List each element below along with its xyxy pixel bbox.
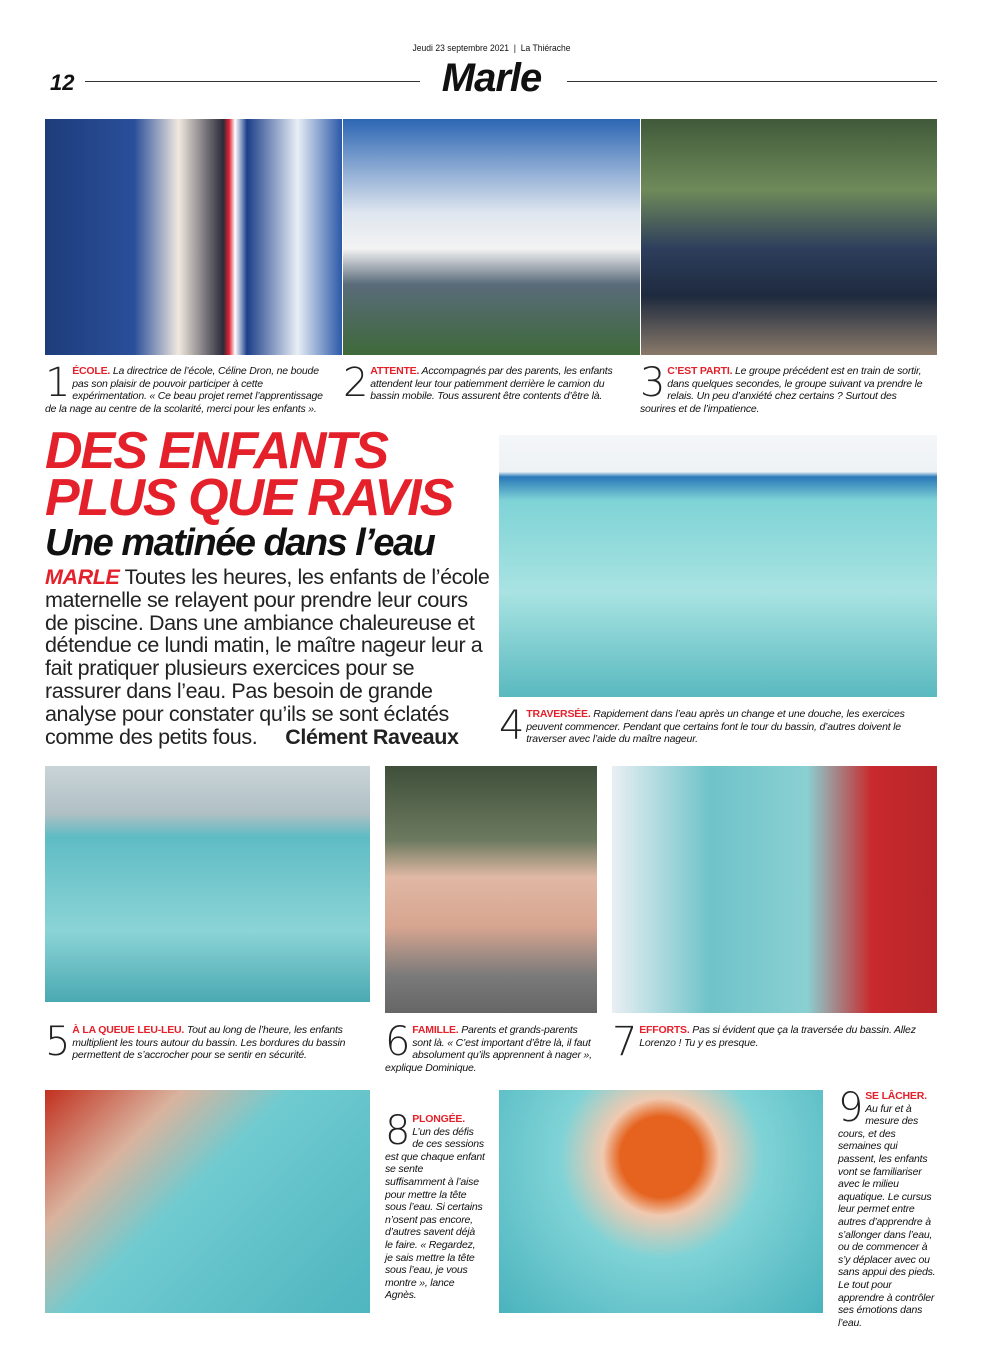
- caption-5: 5 À LA QUEUE LEU-LEU. Tout au long de l’heure, les enfants multiplient les tours autour du bassin. Les bordures du bassin permettent de s’accrocher pour se sentir en sécurité.: [45, 1019, 346, 1065]
- photo-diving: [45, 1090, 370, 1313]
- subtitle: Une matinée dans l’eau: [45, 522, 435, 564]
- lead-paragraph: MARLE Toutes les heures, les enfants de l’école maternelle se relayent pour prendre leur cours de piscine. Dans une ambiance chaleureuse et détendue ce lundi matin, le maître nageur leur a fait pratiquer plusieurs exercices pour se rassurer dans l’eau. Pas besoin de grande analyse pour constater qu’ils se sont éclatés comme des petits fous. Clément Raveaux: [45, 565, 490, 749]
- caption-7: 7 EFFORTS. Pas si évident que ça la traversée du bassin. Allez Lorenzo ! Tu y es presque.: [612, 1019, 916, 1065]
- issue-date: Jeudi 23 septembre 2021 | La Thiérache: [412, 43, 571, 54]
- photo-grandparent: [385, 766, 597, 1013]
- caption-9: 9 SE LÂCHER. Au fur et à mesure des cours, et des semaines qui passent, les enfants vont se familiariser avec le milieu aquatique. Le cursus leur permet entre autres d’apprendre à s’allonger dans l’eau, ou de commencer à s’y déplacer avec ou sans appui des pieds. Le tout pour apprendre à contrôler ses émotions dans l’eau.: [838, 1085, 936, 1329]
- photo-lifeguard: [612, 766, 937, 1013]
- page-number: 12: [50, 70, 75, 95]
- caption-6: 6 FAMILLE. Parents et grands-parents sont là. « C’est important d’être là, il faut absolument qu’ils apprennent à nager », explique Dominique.: [385, 1019, 592, 1074]
- caption-2: 2 ATTENTE. Accompagnés par des parents, les enfants attendent leur tour patiemment derrière le camion du bassin mobile. Tous assurent être contents d’être là.: [343, 360, 613, 406]
- caption-4: 4 TRAVERSÉE. Rapidement dans l’eau après un change et une douche, les exercices peuvent commencer. Pendant que certains font le tour du bassin, d’autres doivent le traverser avec l’aide du maître nageur.: [499, 703, 905, 749]
- photo-swimming-girl: [499, 1090, 823, 1313]
- headline: DES ENFANTS PLUS QUE RAVIS: [45, 422, 453, 527]
- photo-pool-crossing: [499, 435, 937, 697]
- photo-boys-ready: [641, 119, 937, 355]
- photo-children-waiting: [343, 119, 640, 355]
- caption-3: 3 C’EST PARTI. Le groupe précédent est en train de sortir, dans quelques secondes, le groupe suivant va prendre le relais. Un peu d’anxiété chez certains ? Surtout des sourires et de l’impatience.: [640, 360, 923, 415]
- caption-1: 1 ÉCOLE. La directrice de l’école, Céline Dron, ne boude pas son plaisir de pouvoir participer à cette expérimentation. « Ce beau projet remet l’apprentissage de la nage au centre de la scolarité, merci pour les enfants ».: [45, 360, 323, 415]
- caption-8: 8 PLONGÉE. L’un des défis de ces sessions est que chaque enfant se sente suffisamment à l’aise pour mettre la tête sous l’eau. Si certains n’osent pas encore, d’autres savent déjà le faire. « Regardez, je sais mettre la tête sous l’eau, je vous montre », lance Agnès.: [385, 1108, 485, 1302]
- photo-pool-edge: [45, 766, 370, 1002]
- section-title: Marle: [441, 56, 542, 100]
- photo-school-director: [45, 119, 342, 355]
- author: Clément Raveaux: [285, 724, 459, 749]
